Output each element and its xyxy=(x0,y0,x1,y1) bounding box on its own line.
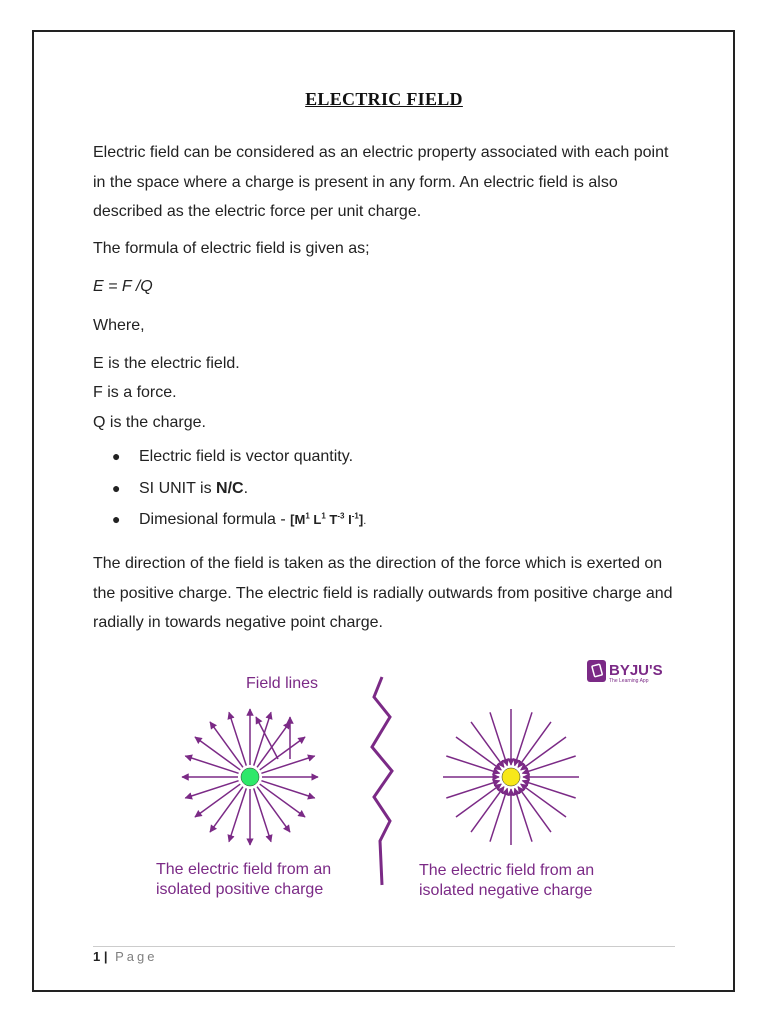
caption-right-line1: The electric field from an xyxy=(419,862,595,879)
intro-paragraph: Electric field can be considered as an electric property associated with each point in the space where a charge is present in any form. An electric field is also described as the electric force per unit charge. xyxy=(93,144,669,220)
field-line-arrow xyxy=(185,756,238,773)
field-line-arrow xyxy=(522,781,575,798)
field-line-arrow xyxy=(522,756,575,773)
caption-right-line2: isolated negative charge xyxy=(419,882,593,899)
si-unit-prefix: SI UNIT is xyxy=(139,479,217,497)
field-line-arrow xyxy=(261,756,314,773)
page-footer xyxy=(93,949,158,964)
bullet-text-dimensional: Dimesional formula - [$M^1$ $L^1$ $T^{-3}$ $I^{-1}$]. xyxy=(139,511,367,528)
field-line-arrow xyxy=(254,712,271,765)
bullet-text-vector: Electric field is vector quantity. xyxy=(139,448,354,465)
field-line-arrow xyxy=(229,788,246,841)
si-unit-suffix: . xyxy=(243,479,249,497)
formula-intro: The formula of electric field is given as; xyxy=(93,240,370,257)
field-line-arrow xyxy=(229,712,246,765)
field-line-arrow xyxy=(185,781,238,798)
bullet-icon: ● xyxy=(112,448,121,464)
field-line-arrow xyxy=(515,788,532,841)
bullet-icon: ● xyxy=(112,479,121,496)
definition-f: F is a force. xyxy=(93,384,177,401)
field-line-arrow xyxy=(254,788,271,841)
field-line-arrow xyxy=(490,788,507,841)
field-line-arrow xyxy=(515,712,532,765)
page-number: 1 xyxy=(93,949,101,964)
negative-charge xyxy=(502,768,520,786)
formula: E = F /Q xyxy=(93,278,153,295)
page-word: Page xyxy=(115,949,158,964)
si-unit-value: N/C xyxy=(216,479,244,497)
bullet-icon: ● xyxy=(112,511,121,527)
field-line-arrow xyxy=(446,781,499,798)
positive-charge xyxy=(241,768,259,786)
direction-paragraph: The direction of the field is taken as the direction of the force which is exerted on the positive charge. The electric field is radially outwards from positive charge and radially in towards negative point charge. xyxy=(93,555,673,631)
field-lines-label: Field lines xyxy=(246,675,319,692)
document-title: ELECTRIC FIELD xyxy=(305,89,463,109)
bullet-text-si-unit xyxy=(139,480,248,498)
byjus-logo xyxy=(587,660,663,684)
dimensional-formula: [$M^1$ $L^1$ $T^{-3}$ $I^{-1}$] xyxy=(290,511,364,527)
definition-e: E is the electric field. xyxy=(93,355,240,372)
caption-left-line1: The electric field from an xyxy=(156,861,332,878)
divider-zigzag xyxy=(372,677,392,885)
field-line-arrow xyxy=(446,756,499,773)
logo-mark xyxy=(587,660,606,682)
dimensional-prefix: Dimesional formula - xyxy=(139,511,291,528)
field-lines-figure xyxy=(150,655,670,905)
definition-q: Q is the charge. xyxy=(93,414,206,431)
footer-separator: | xyxy=(103,949,108,964)
field-line-arrow xyxy=(490,712,507,765)
caption-left-line2: isolated positive charge xyxy=(156,881,324,898)
logo-text: BYJU'S xyxy=(609,662,663,679)
where-label: Where, xyxy=(93,317,145,334)
logo-tagline: The Learning App xyxy=(609,678,649,684)
field-line-arrow xyxy=(261,781,314,798)
footer-rule xyxy=(93,946,675,947)
